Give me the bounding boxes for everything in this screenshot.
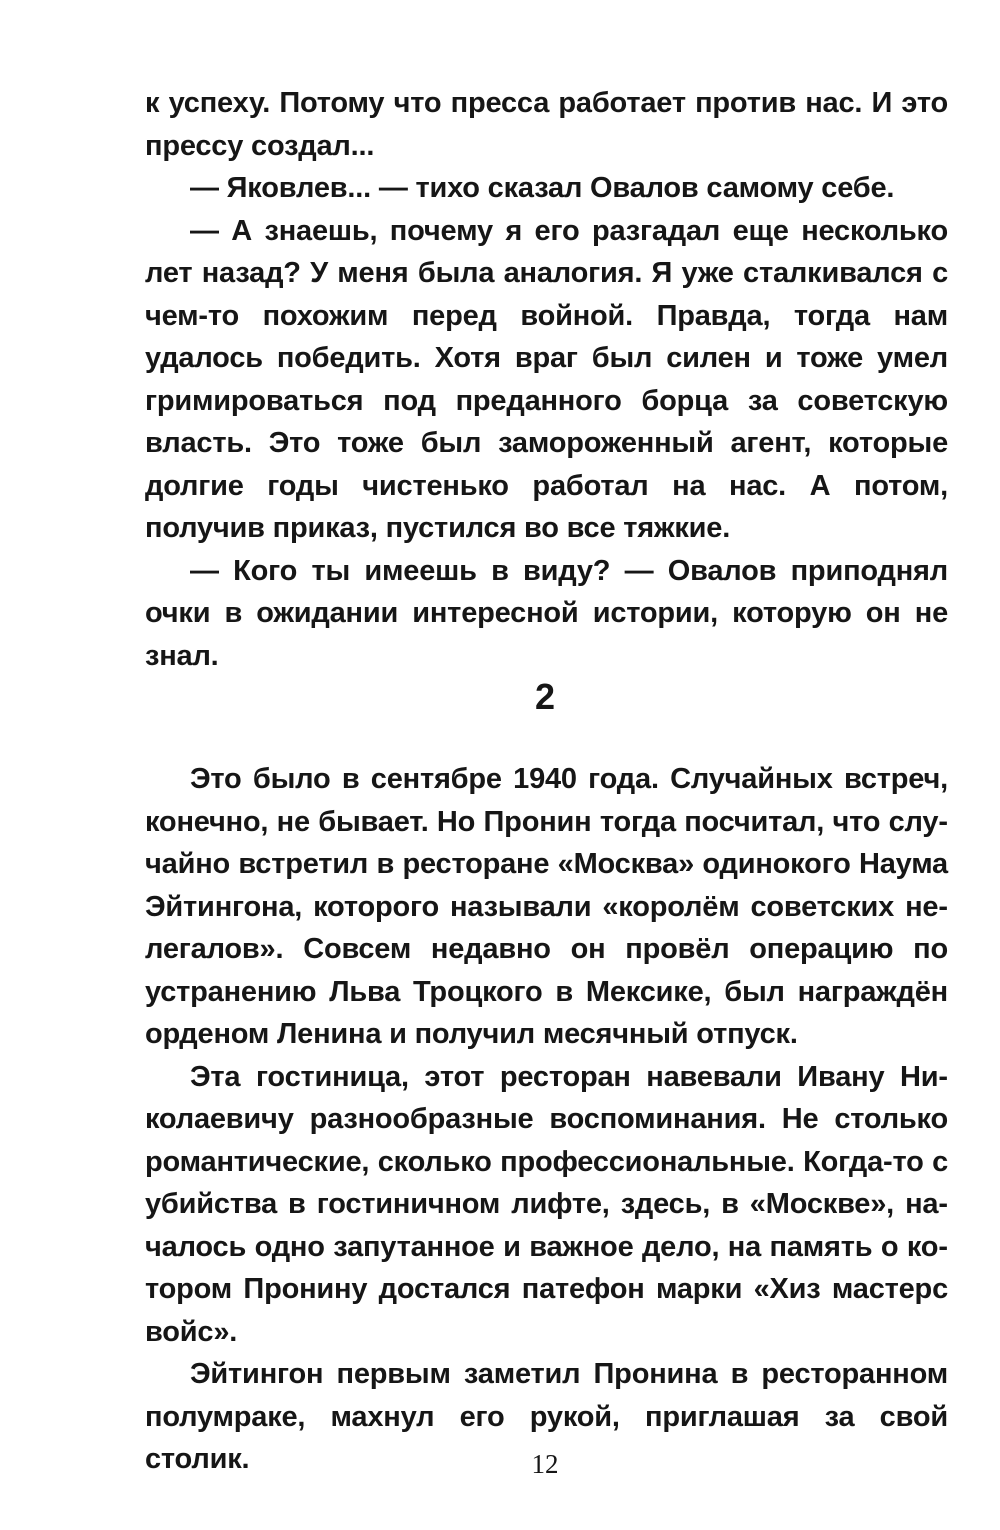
paragraph: Эта гостиница, этот ресторан навевали Ивану Николаевичу разнообразные воспоминания. Не столько романтические, сколько профессиональные. Когда-то с убийства в гостиничном лифте, здесь, в «Москве», началось одно запутанное и важное дело, на память о котором Пронину достался патефон марки «Хиз мастерс войс». bbox=[145, 1060, 948, 1348]
text-section-chapter-body bbox=[145, 758, 948, 1481]
paragraph: Это было в сентябре 1940 года. Случайных встреч, конечно, не бывает. Но Пронин тогда посчитал, что случайно встретил в ресторане «Москва» одинокого Наума Эйтингона, которого называли «королём советских нелегалов». Совсем недавно он провёл операцию по устранению Льва Троцкого в Мексике, был награждён орденом Ленина и получил месячный отпуск. bbox=[145, 763, 948, 1050]
paragraph: — А знаешь, почему я его разгадал еще несколько лет назад? У меня была аналогия. Я уже сталкивался с чем-то похожим перед войной. Правда, тогда нам удалось победить. Хотя враг был силен и тоже умел гримироваться под преданного борца за советскую власть. Это тоже был замороженный агент, которые долгие годы чистенько работал на нас. А потом, получив приказ, пустился во все тяжкие. bbox=[145, 214, 948, 544]
paragraph: Эйтингон первым заметил Пронина в ресторанном полумраке, махнул его рукой, приглашая за свой столик. bbox=[145, 1358, 948, 1475]
text-section-before-chapter bbox=[145, 82, 948, 677]
paragraph: к успеху. Потому что пресса работает против нас. И это прессу создал... bbox=[145, 87, 948, 162]
chapter-number: 2 bbox=[534, 676, 556, 717]
page-number: 12 bbox=[531, 1449, 559, 1479]
paragraph: — Кого ты имеешь в виду? — Овалов приподнял очки в ожидании интересной истории, которую он не знал. bbox=[145, 554, 948, 672]
paragraph: — Яковлев... — тихо сказал Овалов самому себе. bbox=[190, 172, 895, 204]
